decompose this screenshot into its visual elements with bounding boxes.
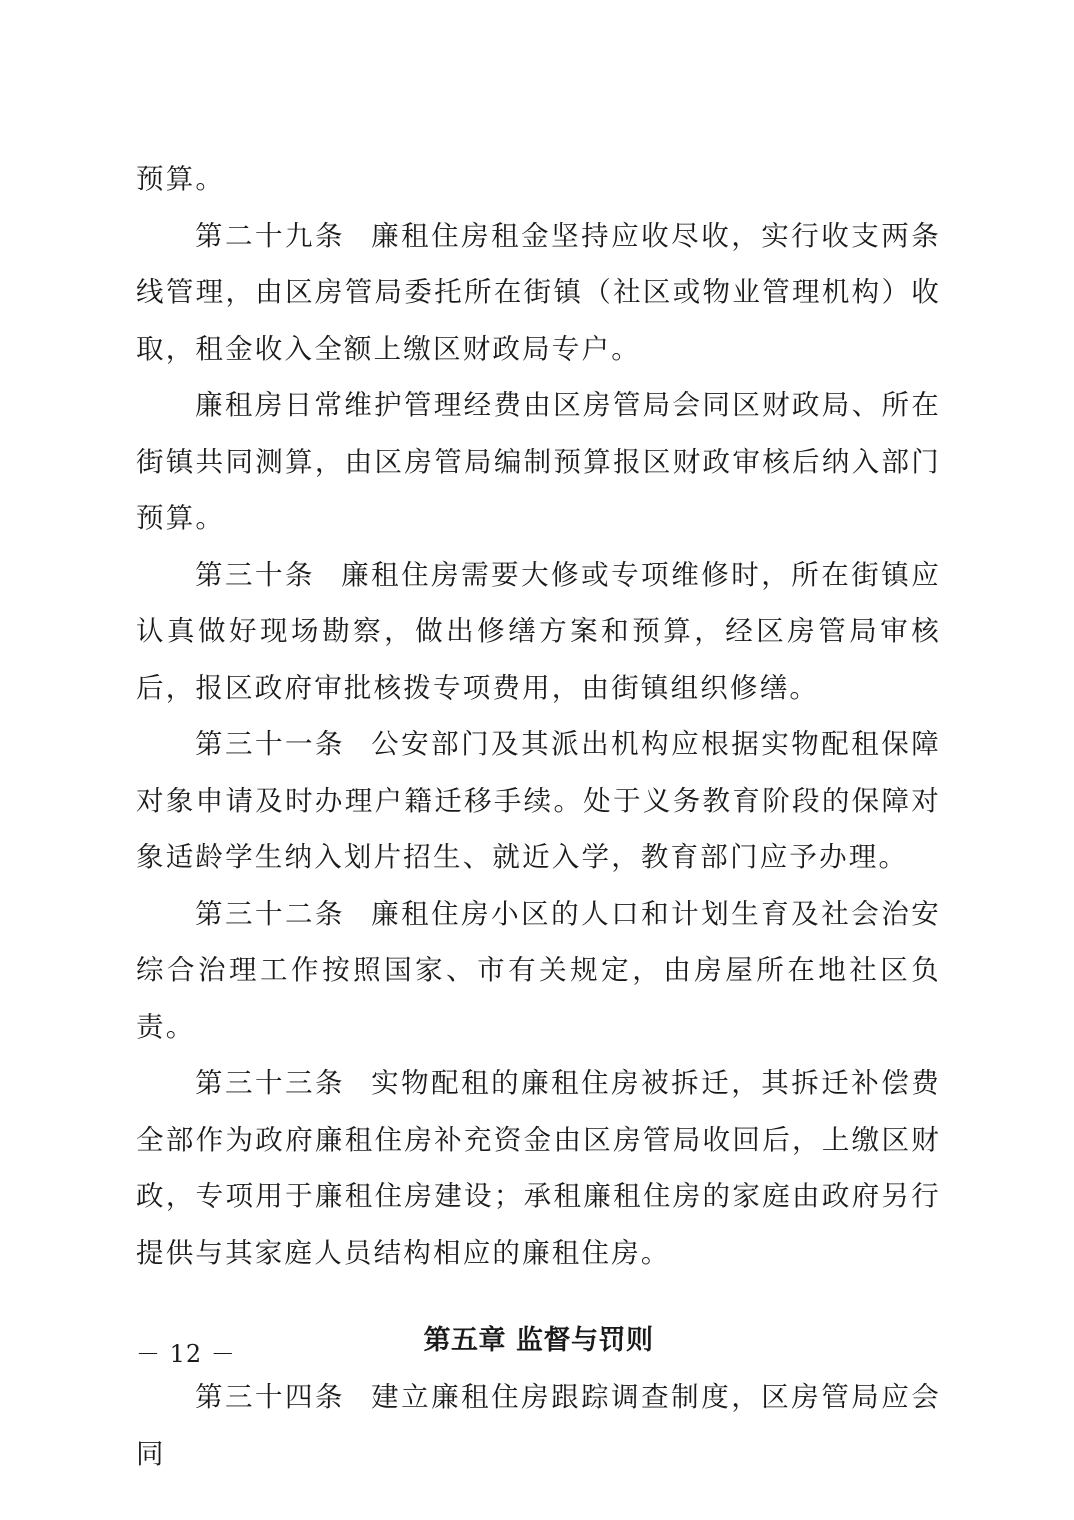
paragraph-budget-continuation: 预算。 [136,163,226,195]
article-number: 第三十条 [195,558,316,591]
article-text: 建立廉租住房跟踪调查制度，区房管局应会同 [136,1381,941,1470]
article-number: 第三十一条 [195,728,346,760]
article-text: 廉租住房需要大修或专项维修时，所在街镇应认真做好现场勘察，做出修缮方案和预算，经区房管局审核后，报区政府审批核拨专项费用，由街镇组织修缮。 [136,558,941,704]
article-30 [136,547,941,717]
article-33 [136,1055,941,1281]
article-number: 第三十三条 [195,1067,346,1099]
article-number: 第三十二条 [195,897,346,930]
paragraph-maintenance-funds [136,377,941,547]
article-number: 第三十四条 [195,1381,346,1413]
article-text: 廉租住房小区的人口和计划生育及社会治安综合治理工作按照国家、市有关规定，由房屋所在地社区负责。 [136,897,941,1043]
article-number: 第二十九条 [195,219,346,252]
article-text: 廉租住房租金坚持应收尽收，实行收支两条线管理，由区房管局委托所在街镇（社区或物业管理机构）收取，租金收入全额上缴区财政局专户。 [136,219,941,365]
body-text [136,151,941,1482]
paragraph-text: 廉租房日常维护管理经费由区房管局会同区财政局、所在街镇共同测算，由区房管局编制预算报区财政审核后纳入部门预算。 [136,389,941,534]
article-29 [136,208,941,378]
article-32 [136,886,941,1056]
article-34 [136,1369,941,1482]
article-text: 公安部门及其派出机构应根据实物配租保障对象申请及时办理户籍迁移手续。处于义务教育阶段的保障对象适龄学生纳入划片招生、就近入学，教育部门应予办理。 [136,728,941,873]
article-text: 实物配租的廉租住房被拆迁，其拆迁补偿费全部作为政府廉租住房补充资金由区房管局收回后，上缴区财政，专项用于廉租住房建设；承租廉租住房的家庭由政府另行提供与其家庭人员结构相应的廉租住房。 [136,1067,941,1269]
chapter-heading: 第五章 监督与罚则 [423,1325,654,1356]
page-number: － 12 － [136,1340,236,1368]
article-31 [136,716,941,886]
